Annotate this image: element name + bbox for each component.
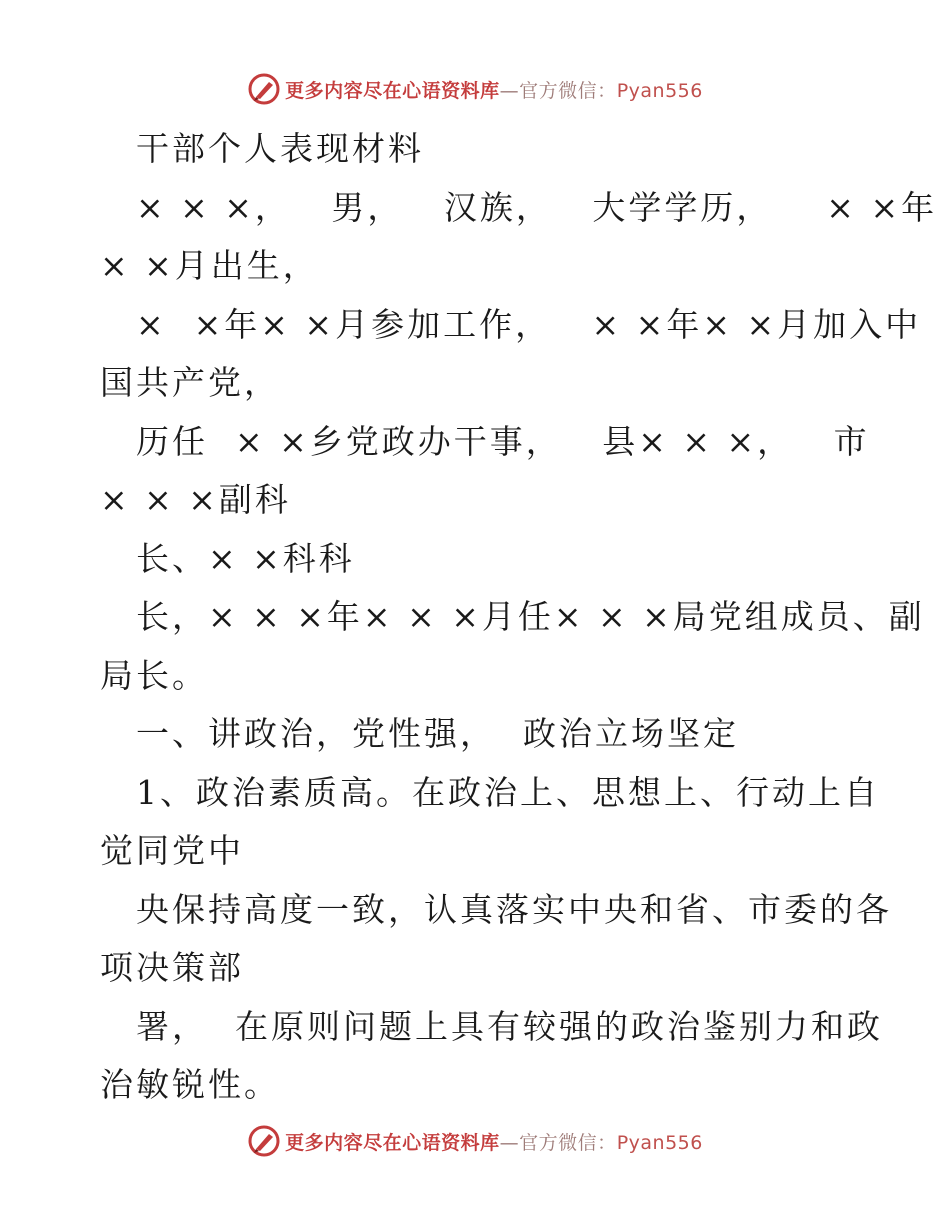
doc-line: × ×月出生， <box>100 246 319 285</box>
watermark-separator: — <box>499 79 520 102</box>
doc-title: 干部个人表现材料 <box>136 129 424 168</box>
watermark-brand: 更多内容尽在心语资料库 <box>285 79 500 102</box>
footer-watermark <box>0 1124 950 1158</box>
doc-line: 1、政治素质高。在政治上、思想上、行动上自 <box>136 772 880 812</box>
doc-line: 历任 × ×乡党政办干事， 县× × ×， 市 <box>136 421 870 461</box>
doc-line: 治敏锐性。 <box>100 1065 280 1104</box>
doc-line: × × ×， 男， 汉族， 大学学历， × ×年 <box>136 187 938 227</box>
doc-line: × ×年× ×月参加工作， × ×年× ×月加入中 <box>136 304 922 344</box>
doc-line: 觉同党中 <box>100 831 244 870</box>
document-body <box>100 120 938 1115</box>
doc-line: 署， 在原则问题上具有较强的政治鉴别力和政 <box>136 1006 883 1046</box>
doc-line: 央保持高度一致，认真落实中央和省、市委的各 <box>136 889 892 929</box>
header-watermark <box>0 72 950 106</box>
watermark-wechat-id: Pyan556 <box>616 1131 703 1154</box>
watermark-official: 官方微信： <box>519 79 617 102</box>
doc-line: × × ×副科 <box>100 480 291 519</box>
doc-line: 长、× ×科科 <box>136 538 355 578</box>
watermark-official: 官方微信： <box>519 1131 617 1154</box>
watermark-text <box>285 1128 703 1155</box>
pen-logo-icon <box>247 1124 281 1158</box>
watermark-brand: 更多内容尽在心语资料库 <box>285 1131 500 1154</box>
doc-line: 长，× × ×年× × ×月任× × ×局党组成员、副 <box>136 597 925 636</box>
doc-line: 国共产党， <box>100 363 280 402</box>
watermark-separator: — <box>499 1131 520 1154</box>
watermark-text <box>285 76 703 103</box>
watermark-wechat-id: Pyan556 <box>616 79 703 102</box>
doc-line: 局长。 <box>100 655 208 695</box>
pen-logo-icon <box>247 72 281 106</box>
doc-line: 项决策部 <box>100 948 244 987</box>
section-heading: 一、讲政治，党性强， 政治立场坚定 <box>136 714 739 753</box>
